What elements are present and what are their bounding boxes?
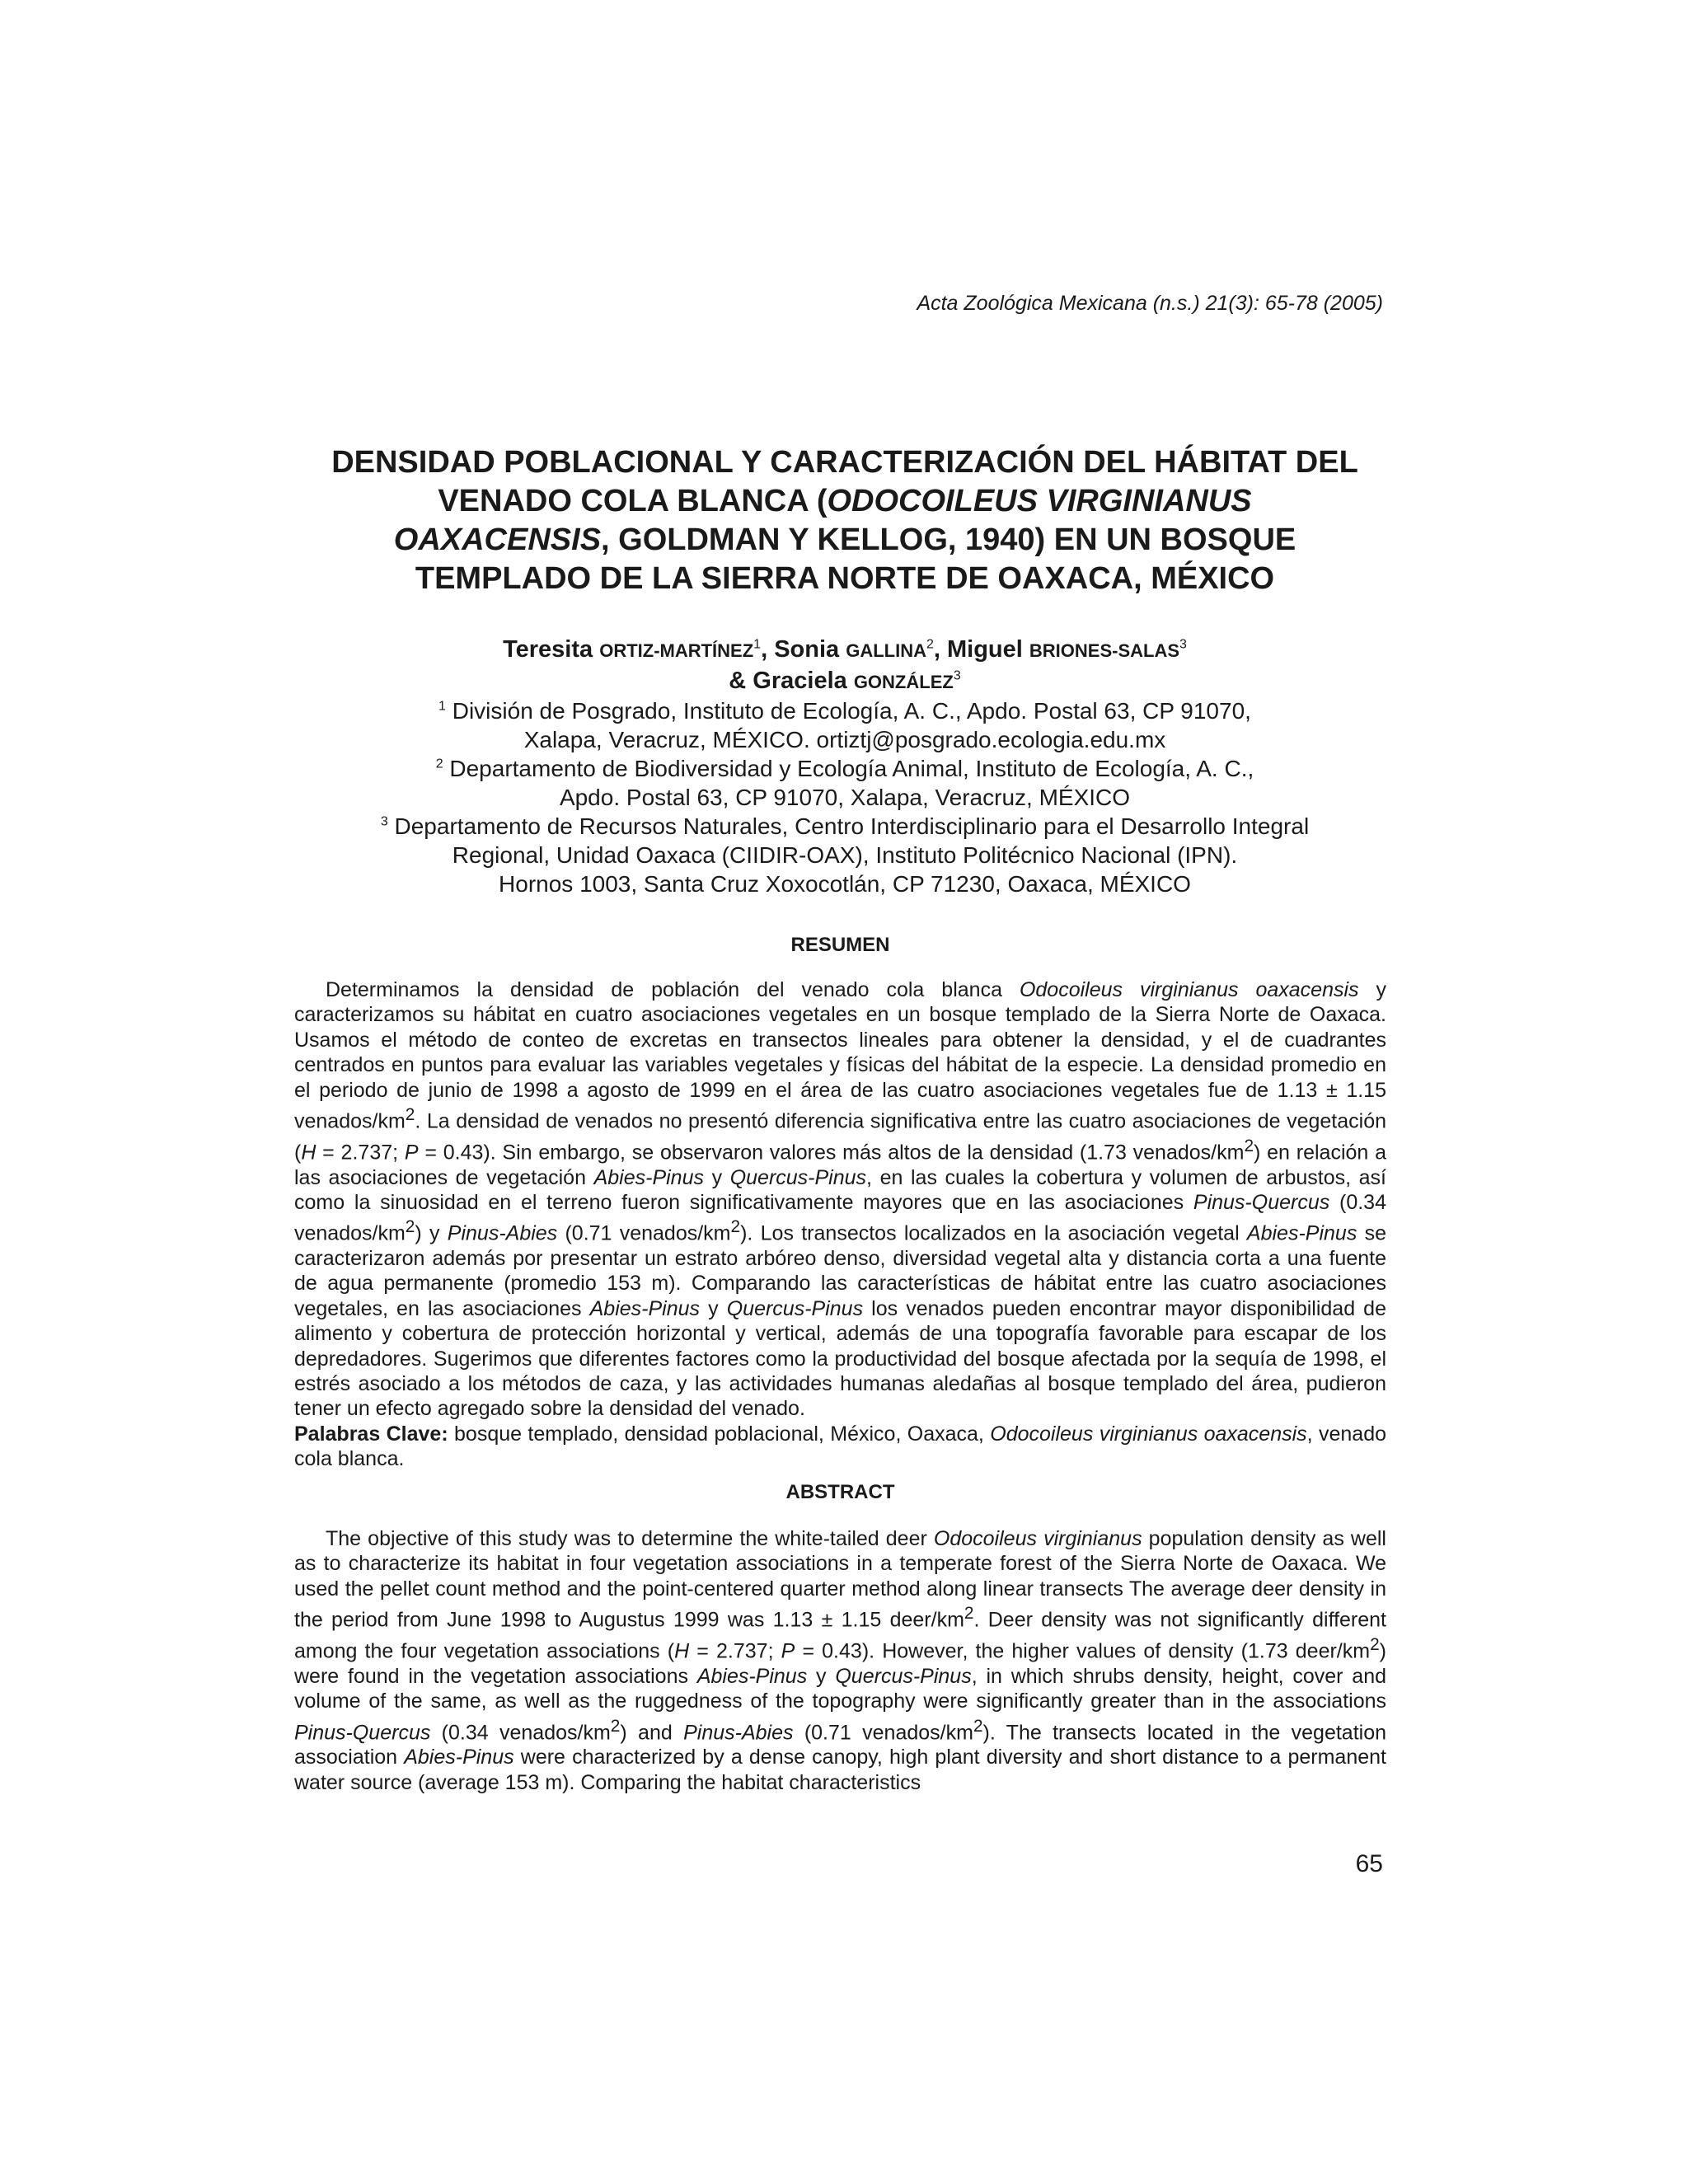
title-species-italic: OAXACENSIS (393, 523, 602, 557)
superscript: 2 (610, 1716, 621, 1736)
journal-citation: Acta Zoológica Mexicana (n.s.) 21(3): 65-78 (2005) (917, 292, 1383, 315)
affiliation-line: Hornos 1003, Santa Cruz Xoxocotlán, CP 71230, Oaxaca, MÉXICO (499, 871, 1191, 897)
affiliation-text: Departamento de Biodiversidad y Ecología Animal, Instituto de Ecología, A. C., (443, 756, 1254, 781)
text: = 0.43). Sin embargo, se observaron valores más altos de la densidad (1.73 venados/km (418, 1141, 1245, 1165)
italic-text: H (301, 1141, 316, 1165)
superscript: 2 (405, 1105, 415, 1125)
affiliation-sup: 3 (380, 814, 388, 829)
affiliation-sup: 2 (435, 757, 443, 771)
italic-text: P (404, 1141, 419, 1165)
text: (0.34 venados/km (294, 1190, 1386, 1245)
italic-text: Odocoileus virginianus (933, 1527, 1142, 1550)
author-line (272, 635, 1418, 666)
title-line: DENSIDAD POBLACIONAL Y CARACTERIZACIÓN DEL HÁBITAT DEL (331, 445, 1358, 480)
text: , in which shrubs density, height, cover and volume of the same, as well as the ruggedness of the topography were significantly greater than in the associations (294, 1664, 1386, 1713)
affiliation-line: Apdo. Postal 63, CP 91070, Xalapa, Veracruz, MÉXICO (559, 785, 1131, 810)
author-last: ORTIZ-MARTÍNEZ (599, 640, 754, 661)
title-text: VENADO COLA BLANCA ( (438, 484, 828, 518)
title-line (272, 521, 1418, 560)
superscript: 2 (1370, 1634, 1380, 1654)
author-first: , Sonia (761, 636, 846, 663)
text: ). The transects located in the vegetation association (294, 1720, 1387, 1769)
text: were characterized by a dense canopy, high plant diversity and short distance to a permanent water source (average 153 m). Comparing the habitat characteristics (294, 1746, 1386, 1794)
text: los venados pueden encontrar mayor disponibilidad de alimento y cobertura de protección horizontal y vertical, además de una topografía favorable para escapar de los depredadores. Sugerimos que diferentes factores como la productividad del bosque afectada por la sequía de 1998, el estrés asociado a los métodos de caza, y las actividades humanas aledañas al bosque templado del área, pudieron tener un efecto agregado sobre la densidad del venado. (294, 1296, 1386, 1421)
text: y caracterizamos su hábitat en cuatro asociaciones vegetales en un bosque templado de la Sierra Norte de Oaxaca. Usamos el método de conteo de excretas en transectos lineales para obtener la densidad, y el de cuadrantes centrados en puntos para evaluar las variables vegetales y físicas del hábitat de la especie. La densidad promedio en el periodo de junio de 1998 a agosto de 1999 en el área de las cuatro asociaciones vegetales fue de 1.13 ± 1.15 venados/km (294, 978, 1386, 1133)
italic-text: Quercus-Pinus (726, 1296, 864, 1320)
italic-text: Odocoileus virginianus oaxacensis (990, 1422, 1307, 1446)
text: ) and (620, 1720, 684, 1744)
affiliation-line (272, 696, 1418, 725)
author-line (272, 666, 1418, 697)
abstract-paragraph (294, 1526, 1386, 1795)
author-sup: 1 (753, 637, 762, 652)
affiliation-line (272, 754, 1418, 783)
page-number: 65 (1355, 1850, 1383, 1877)
text: Determinamos la densidad de población del venado cola blanca (326, 978, 1020, 1001)
text: y (807, 1664, 836, 1688)
author-first: , Miguel (933, 636, 1029, 663)
text: ) en relación a las asociaciones de vegetación (294, 1141, 1386, 1189)
italic-text: P (781, 1639, 795, 1663)
text: population density as well as to characterize its habitat in four vegetation associations in a temperate forest of the Sierra Norte de Oaxaca. We used the pellet count method and the point-centered quarter method along linear transects The average deer density in the period from June 1998 to Augustus 1999 was 1.13 ± 1.15 deer/km (294, 1527, 1386, 1632)
text: ) were found in the vegetation associations (294, 1639, 1386, 1688)
italic-text: Pinus-Abies (683, 1720, 794, 1744)
italic-text: Pinus-Quercus (294, 1720, 431, 1744)
paper-title (272, 443, 1418, 598)
author-last: GONZÁLEZ (853, 672, 954, 692)
text: = 2.737; (316, 1141, 405, 1165)
text: y (704, 1165, 730, 1189)
title-text: , GOLDMAN Y KELLOG, 1940) EN UN BOSQUE (601, 523, 1296, 557)
italic-text: H (674, 1639, 690, 1663)
italic-text: Quercus-Pinus (729, 1165, 867, 1189)
text: The objective of this study was to determine the white-tailed deer (326, 1527, 934, 1550)
italic-text: Pinus-Abies (447, 1221, 558, 1245)
text: , venado cola blanca. (294, 1422, 1386, 1471)
text: bosque templado, densidad poblacional, México, Oaxaca, (448, 1422, 991, 1446)
superscript: 2 (973, 1716, 983, 1736)
italic-text: Odocoileus virginianus oaxacensis (1019, 978, 1359, 1001)
author-last: BRIONES-SALAS (1029, 640, 1180, 661)
affiliation-line: Xalapa, Veracruz, MÉXICO. ortiztj@posgrado.ecologia.edu.mx (523, 727, 1166, 752)
author-first: Teresita (503, 636, 600, 663)
text: = 2.737; (689, 1639, 781, 1663)
affiliation-line (272, 812, 1418, 841)
author-first: & Graciela (729, 668, 854, 694)
text: se caracterizaron además por presentar un estrato arbóreo denso, diversidad vegetal alta y distancia corta a una fuente de agua permanente (promedio 153 m). Comparando las características de hábitat entre las cuatro asociaciones vegetales, en las asociaciones (294, 1221, 1387, 1320)
superscript: 2 (1244, 1136, 1254, 1155)
resumen-heading: RESUMEN (790, 934, 890, 956)
title-line: TEMPLADO DE LA SIERRA NORTE DE OAXACA, MÉXICO (415, 561, 1275, 596)
italic-text: Quercus-Pinus (835, 1664, 972, 1688)
affiliation-text: Departamento de Recursos Naturales, Centro Interdisciplinario para el Desarrollo Integral (387, 813, 1310, 839)
italic-text: Abies-Pinus (593, 1165, 704, 1189)
text: . La densidad de venados no presentó diferencia significativa entre las cuatro asociaciones de vegetación ( (294, 1109, 1386, 1165)
text: (0.34 venados/km (430, 1720, 611, 1744)
text: ). Los transectos localizados en la asociación vegetal (740, 1221, 1247, 1245)
author-sup: 3 (1179, 637, 1187, 652)
text: . Deer density was not significantly different among the four vegetation associations ( (294, 1608, 1386, 1663)
resumen-body (294, 977, 1386, 1472)
italic-text: Abies-Pinus (589, 1296, 701, 1320)
title-line (272, 482, 1418, 521)
author-sup: 3 (953, 668, 961, 683)
italic-text: Pinus-Quercus (1193, 1190, 1330, 1214)
author-last: GALLINA (846, 640, 926, 661)
text: (0.71 venados/km (793, 1720, 973, 1744)
title-species-italic: ODOCOILEUS VIRGINIANUS (827, 484, 1252, 518)
abstract-heading: ABSTRACT (785, 1481, 895, 1503)
affiliation-line: Regional, Unidad Oaxaca (CIIDIR-OAX), Instituto Politécnico Nacional (IPN). (452, 842, 1238, 868)
author-list (272, 635, 1418, 697)
text: y (700, 1296, 727, 1320)
italic-text: Abies-Pinus (696, 1664, 808, 1688)
superscript: 2 (730, 1217, 741, 1237)
text: ) y (415, 1221, 448, 1245)
keywords (294, 1422, 1386, 1472)
affiliation-sup: 1 (438, 699, 446, 714)
italic-text: Abies-Pinus (1246, 1221, 1357, 1245)
affiliations (272, 696, 1418, 898)
author-sup: 2 (926, 637, 934, 652)
text: = 0.43). However, the higher values of density (1.73 deer/km (795, 1639, 1371, 1663)
affiliation-text: División de Posgrado, Instituto de Ecología, A. C., Apdo. Postal 63, CP 91070, (445, 698, 1251, 724)
text: (0.71 venados/km (557, 1221, 731, 1245)
keywords-label: Palabras Clave: (294, 1422, 448, 1446)
italic-text: Abies-Pinus (404, 1746, 514, 1769)
superscript: 2 (405, 1217, 415, 1237)
abstract-body (294, 1526, 1386, 1795)
superscript: 2 (964, 1604, 974, 1624)
text: , en las cuales la cobertura y volumen de arbustos, así como la sinuosidad en el terreno fueron significativamente mayores que en las asociaciones (294, 1165, 1386, 1214)
resumen-paragraph (294, 977, 1386, 1422)
